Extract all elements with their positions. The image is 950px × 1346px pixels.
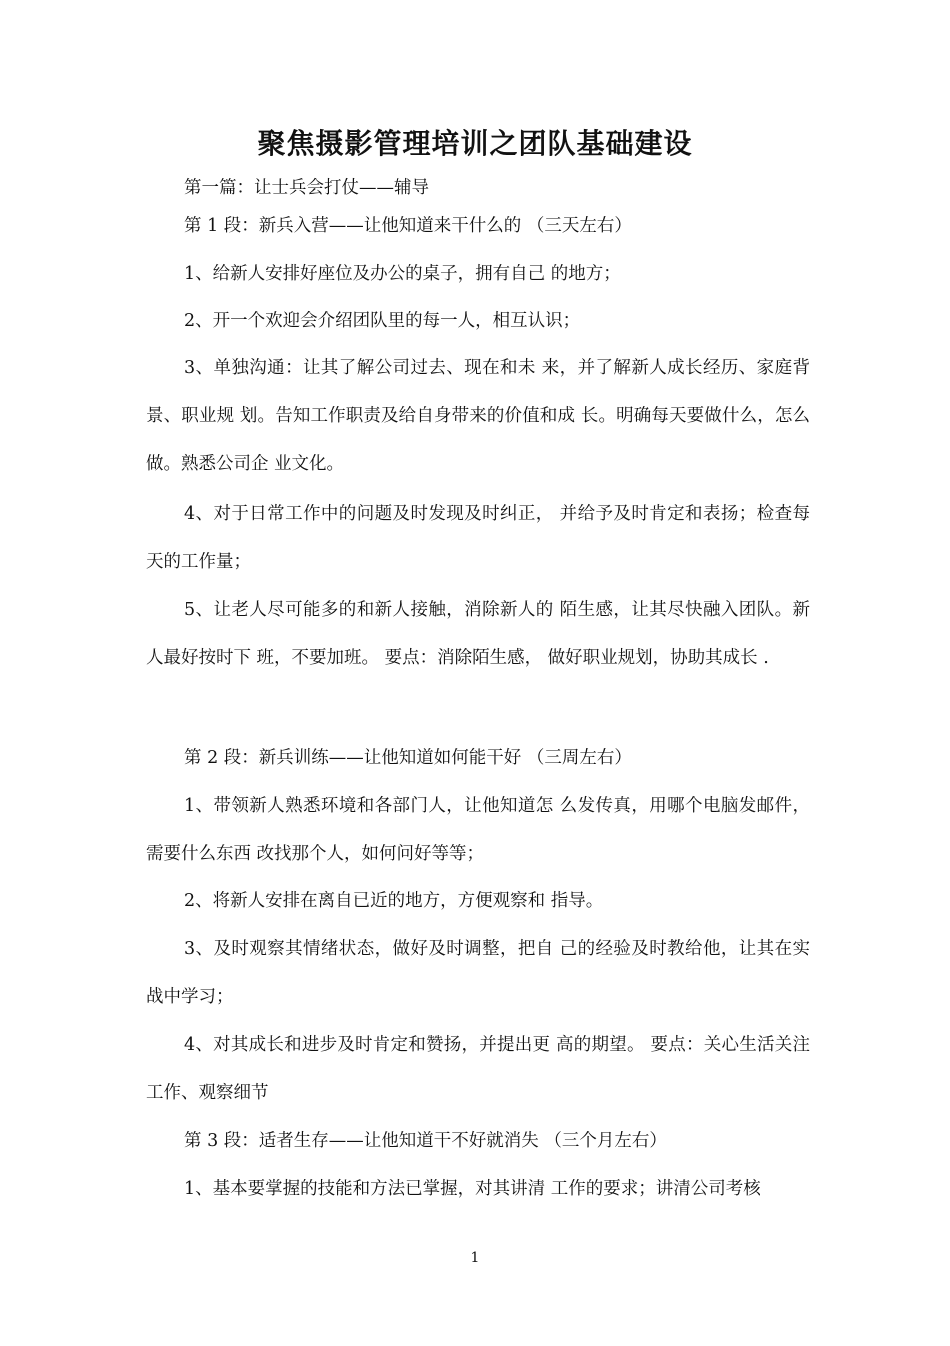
paragraph: 第一篇：让士兵会打仗——辅导 (184, 178, 429, 198)
paragraph: 1、给新人安排好座位及办公的桌子，拥有自己 的地方； (184, 264, 621, 284)
paragraph: 1、基本要掌握的技能和方法已掌握，对其讲清 工作的要求；讲清公司考核 (184, 1179, 761, 1199)
paragraph: 4、对其成长和进步及时肯定和赞扬，并提出更 高的期望。 要点：关心生活关注工作、观察细节 (146, 1035, 810, 1103)
paragraph: 5、让老人尽可能多的和新人接触，消除新人的 陌生感，让其尽快融入团队。新人最好按时下 班，不要加班。 要点：消除陌生感， 做好职业规划，协助其成长 . (146, 600, 810, 668)
paragraph: 4、对于日常工作中的问题及时发现及时纠正， 并给予及时肯定和表扬；检查每天的工作量； (146, 504, 810, 572)
paragraph: 第 1 段：新兵入营——让他知道来干什么的 （三天左右） (184, 216, 632, 236)
paragraph: 1、带领新人熟悉环境和各部门人，让他知道怎 么发传真，用哪个电脑发邮件，需要什么东西 改找那个人，如何问好等等； (146, 796, 810, 864)
paragraph: 第 3 段：适者生存——让他知道干不好就消失 （三个月左右） (184, 1131, 667, 1151)
paragraph: 3、及时观察其情绪状态，做好及时调整，把自 己的经验及时教给他，让其在实战中学习； (146, 939, 810, 1007)
paragraph: 2、将新人安排在离自已近的地方，方便观察和 指导。 (184, 891, 604, 911)
paragraph: 3、单独沟通：让其了解公司过去、现在和未 来，并了解新人成长经历、家庭背景、职业规 划。告知工作职责及给自身带来的价值和成 长。明确每天要做什么，怎么做。熟悉公司企 业文化。 (146, 358, 810, 474)
paragraph: 2、开一个欢迎会介绍团队里的每一人，相互认识； (184, 311, 581, 331)
page-number: 1 (470, 1250, 480, 1266)
paragraph: 第 2 段：新兵训练——让他知道如何能干好 （三周左右） (184, 748, 632, 768)
document-title: 聚焦摄影管理培训之团队基础建设 (257, 127, 693, 160)
